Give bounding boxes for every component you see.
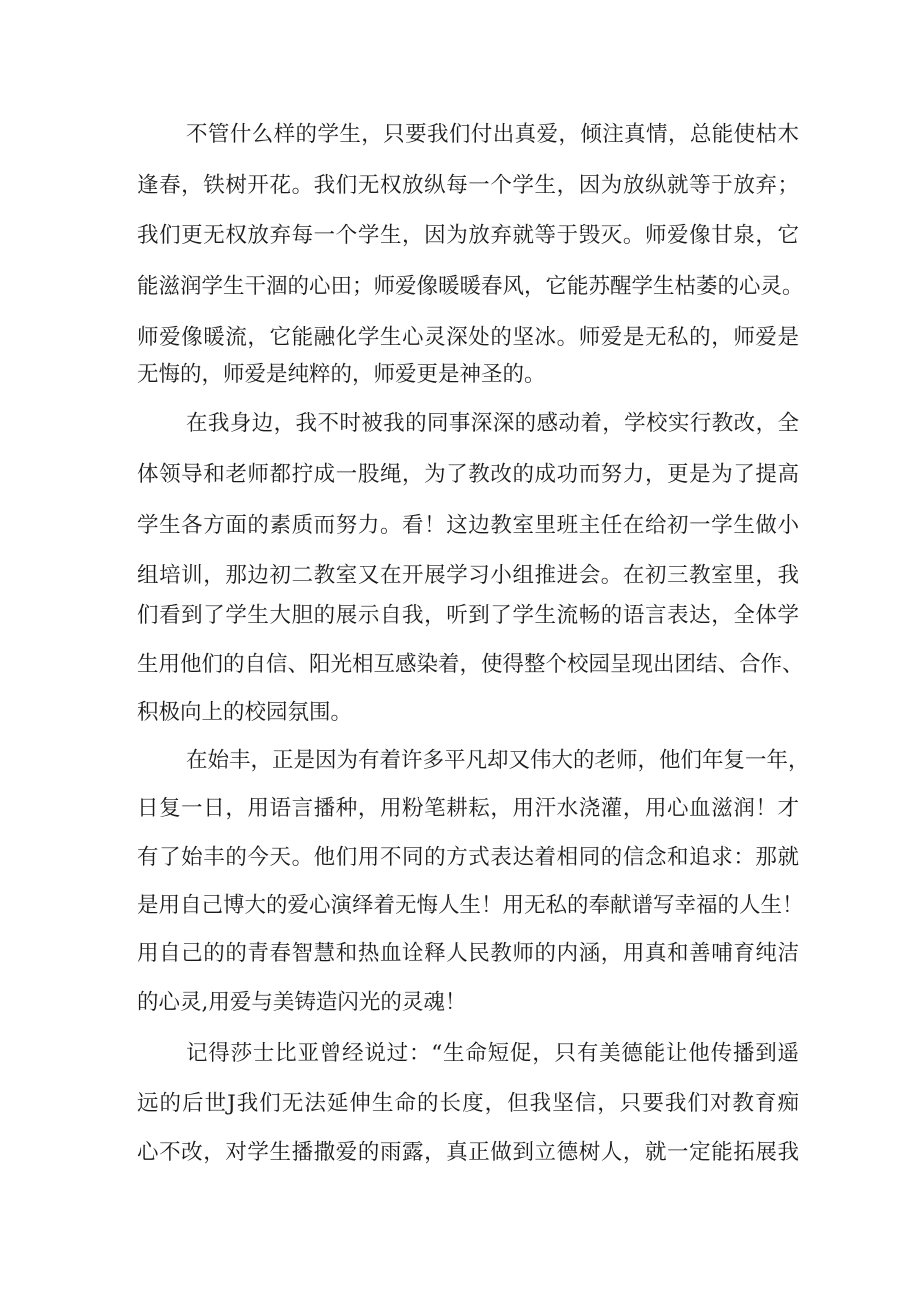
- paragraph-line: 的心灵,用爱与美铸造闪光的灵魂！: [137, 990, 467, 1015]
- paragraph-line: 师爱像暖流，它能融化学生心灵深处的坚冰。师爱是无私的，师爱是: [137, 325, 799, 350]
- paragraph-line: 积极向上的校园氛围。: [137, 700, 353, 725]
- paragraph-line: 逢春，铁树开花。我们无权放纵每一个学生，因为放纵就等于放弃；: [137, 173, 799, 198]
- paragraph-line: 不管什么样的学生，只要我们付出真爱，倾注真情，总能使枯木: [186, 122, 799, 147]
- paragraph-line: 体领导和老师都拧成一股绳，为了教改的成功而努力，更是为了提高: [137, 462, 799, 487]
- paragraph-line: 无悔的，师爱是纯粹的，师爱更是神圣的。: [137, 362, 546, 387]
- paragraph-line: 在我身边，我不时被我的同事深深的感动着，学校实行教改，全: [186, 411, 799, 436]
- paragraph-line: 在始丰，正是因为有着许多平凡却又伟大的老师，他们年复一年，: [186, 748, 810, 773]
- paragraph-line: 组培训，那边初二教室又在开展学习小组推进会。在初三教室里，我: [137, 563, 799, 588]
- paragraph-line: 心不改，对学生播撒爱的雨露，真正做到立德树人，就一定能拓展我: [137, 1140, 799, 1165]
- paragraph-line: 学生各方面的素质而努力。看！这边教室里班主任在给初一学生做小: [137, 513, 799, 538]
- paragraph-line: 用自己的的青春智慧和热血诠释人民教师的内涵，用真和善哺育纯洁: [137, 941, 799, 966]
- paragraph-line: 远的后世J我们无法延伸生命的长度，但我坚信，只要我们对教育痴: [137, 1091, 799, 1116]
- paragraph-line: 们看到了学生大胆的展示自我，听到了学生流畅的语言表达，全体学: [137, 603, 799, 628]
- paragraph-line: 我们更无权放弃每一个学生，因为放弃就等于毁灭。师爱像甘泉，它: [137, 223, 799, 248]
- paragraph-line: 有了始丰的今天。他们用不同的方式表达着相同的信念和追求：那就: [137, 845, 799, 870]
- paragraph-line: 能滋润学生干涸的心田；师爱像暖暖春风，它能苏醒学生枯萎的心灵。: [137, 274, 804, 299]
- paragraph-line: 日复一日，用语言播种，用粉笔耕耘，用汗水浇灌，用心血滋润！才: [137, 796, 799, 821]
- paragraph-line: 生用他们的自信、阳光相互感染着，使得整个校园呈现出团结、合作、: [137, 652, 804, 677]
- paragraph-line: 是用自己博大的爱心演绎着无悔人生！用无私的奉献谱写幸福的人生！: [137, 893, 804, 918]
- paragraph-line: 记得莎士比亚曾经说过：“生命短促，只有美德能让他传播到遥: [186, 1041, 799, 1066]
